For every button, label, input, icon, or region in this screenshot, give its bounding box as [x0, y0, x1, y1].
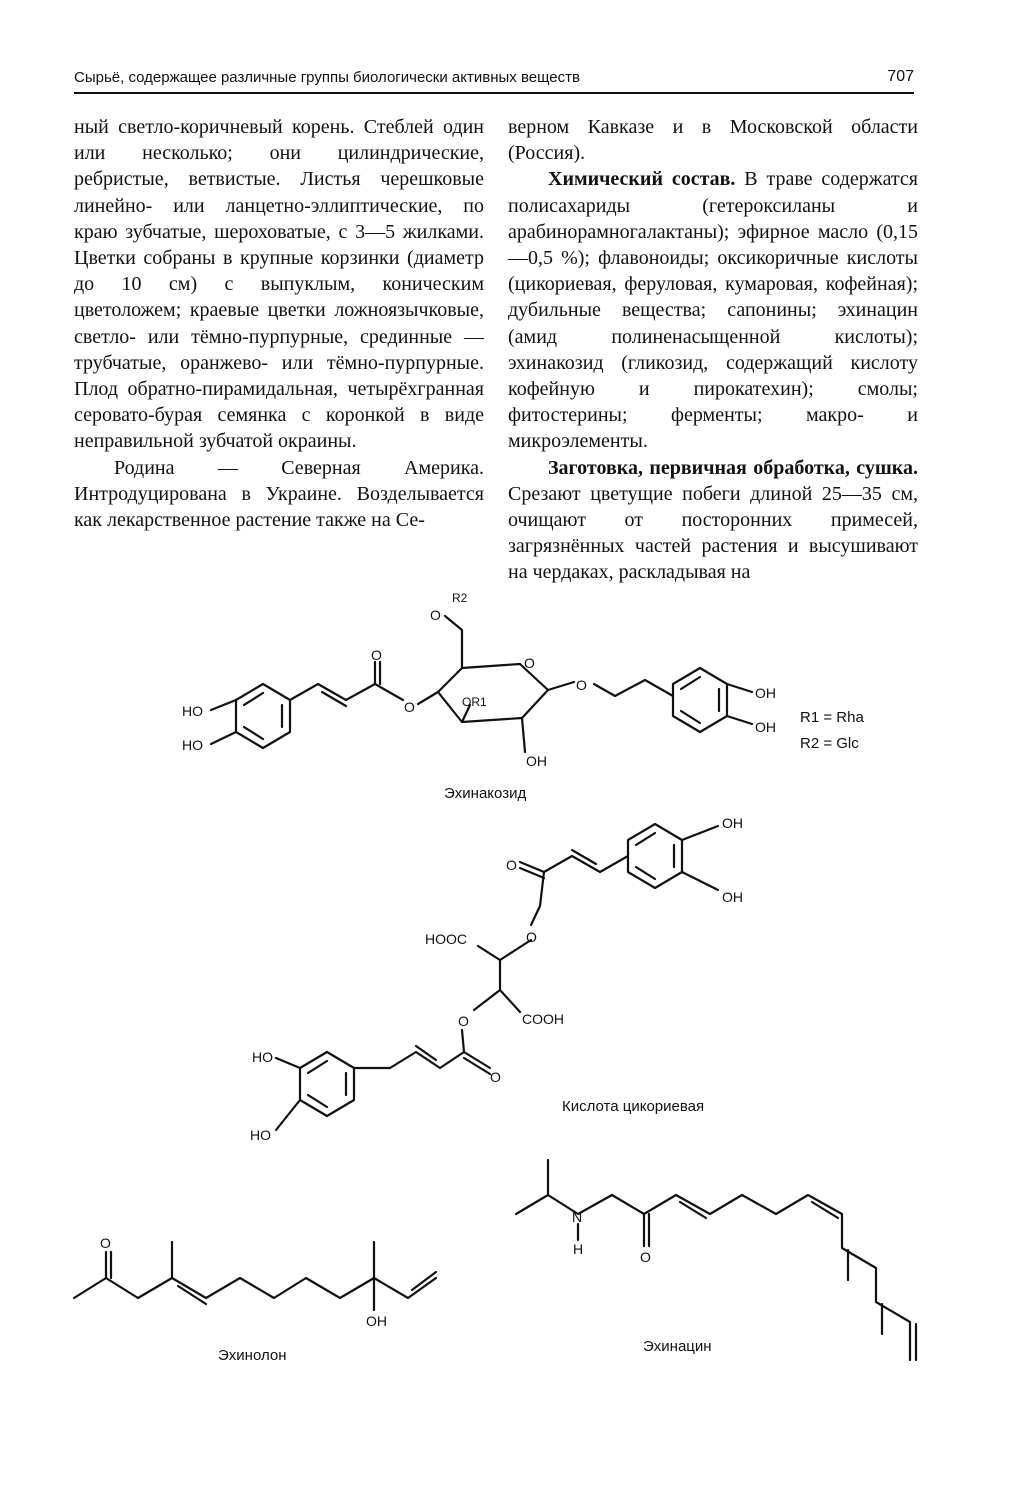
paragraph-origin: Родина — Северная Америка. Интродуцирована в Украине. Возделывается как лекарственное растение также на Се-: [74, 456, 484, 532]
chicoric-ho-label-1: HO: [252, 1049, 273, 1065]
echinacoside-glycoside-o: O: [576, 677, 587, 693]
chicoric-hooc-label: HOOC: [425, 931, 467, 947]
echinacoside-r2-label: R2: [452, 591, 468, 605]
echinolone-o-label: O: [100, 1235, 111, 1251]
chicoric-ho-label-2: HO: [250, 1127, 271, 1143]
caption-echinacin: Эхинацин: [643, 1338, 712, 1355]
substituent-legend-r1: R1 = Rha: [800, 709, 864, 726]
paragraph-description: ный светло-коричневый корень. Стеблей один или несколько; они цилиндрические, ребристые, ветвистые. Листья черешковые линейно- или ланцетно-эллиптические, по краю зубчатые, шероховатые, с 3—5 жилками. Цветки собраны в крупные корзинки (диаметр до 10 см) с выпуклым, коническим цветоложем; краевые цветки ложноязычковые, светло- или тёмно-пурпурные, срединные — трубчатые, оранжево- или тёмно-пурпурные. Плод обратно-пирамидальная, четырёхгранная серовато-бурая семянка с коронкой в виде неправильной зубчатой окраины.: [74, 116, 484, 453]
echinacoside-r2-o: O: [430, 607, 441, 623]
chicoric-o-label-2: O: [526, 929, 537, 945]
echinacin-o-label: O: [640, 1249, 651, 1265]
echinacin-h-label: H: [573, 1241, 584, 1257]
caption-echinacoside: Эхинакозид: [444, 785, 527, 802]
chemical-composition-text: В траве содержатся полисахариды (гетероксиланы и арабинорамногалактаны); эфирное масло (0,15—0,5 %); флавоноиды; оксикоричные кислоты (цикориевая, феруловая, кумаровая, кофейная); дубильные вещества; сапонины; эхинацин (амид полиненасыщенной кислоты); эхинакозид (гликозид, содержащий кислоту кофейную и пирокатехин); смолы; фитостерины; ферменты; макро- и микроэлементы.: [508, 168, 918, 453]
chicoric-o-label-4: O: [490, 1069, 501, 1085]
chicoric-o-label-3: O: [458, 1013, 469, 1029]
echinacin-structure: [516, 1160, 916, 1360]
harvesting-text: Срезают цветущие побеги длиной 25—35 см, очищают от посторонних примесей, загрязнённых частей растения и высушивают на чердаках, раскладывая на: [508, 482, 918, 584]
substituent-legend-r2: R2 = Glc: [800, 735, 859, 752]
chemical-composition-heading: Химический состав.: [548, 168, 736, 191]
caption-chicoric-acid: Кислота цикориевая: [562, 1098, 705, 1115]
chicoric-oh-label-2: OH: [722, 889, 743, 905]
echinacoside-ester-o: O: [404, 699, 415, 715]
echinacoside-ho-label-2: HO: [182, 737, 203, 753]
echinacoside-ho-label-1: HO: [182, 703, 203, 719]
harvesting-heading: Заготовка, первичная обработка, сушка.: [548, 456, 918, 479]
echinacoside-structure: [211, 616, 752, 752]
echinacin-n-label: N: [572, 1209, 583, 1225]
running-title: Сырьё, содержащее различные группы биологически активных веществ: [74, 69, 580, 86]
echinacoside-or1-label: OR1: [462, 695, 487, 709]
echinolone-oh-label: OH: [366, 1313, 387, 1329]
paragraph-continuation: верном Кавказе и в Московской области (Россия).: [508, 116, 918, 165]
echinolone-structure: [74, 1242, 436, 1310]
chicoric-oh-label-1: OH: [722, 815, 743, 831]
echinacoside-carbonyl-o: O: [371, 647, 382, 663]
chicoric-cooh-label: COOH: [522, 1011, 564, 1027]
chicoric-o-label-1: O: [506, 857, 517, 873]
caption-echinolone: Эхинолон: [218, 1347, 287, 1364]
echinacoside-oh-label-1: OH: [755, 685, 776, 701]
page-number: 707: [887, 68, 914, 85]
echinacoside-ring-o: O: [524, 655, 535, 671]
echinacoside-oh-label-2: OH: [755, 719, 776, 735]
echinacoside-oh-label-3: OH: [526, 753, 547, 769]
